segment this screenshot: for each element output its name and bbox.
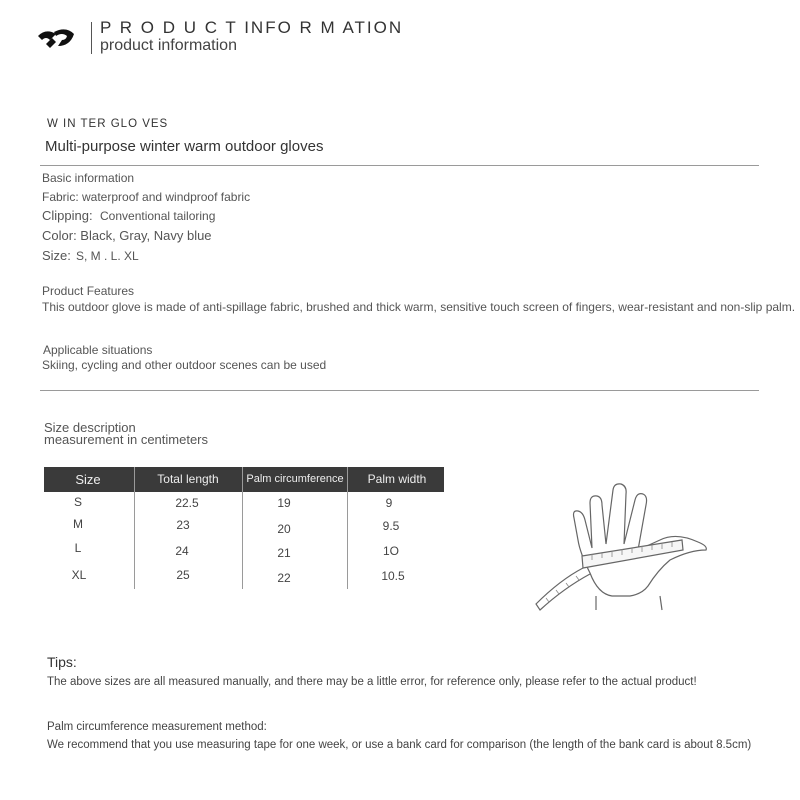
cell-circ-xl: 22 — [277, 571, 291, 585]
situations-text: Skiing, cycling and other outdoor scenes can be used — [42, 358, 327, 372]
cell-circ-s: 19 — [277, 496, 291, 510]
divider-middle — [40, 390, 759, 391]
header-title: P R O D U C T INFO R M ATION — [100, 18, 404, 37]
color-text: Color: Black, Gray, Navy blue — [42, 228, 212, 243]
features-heading: Product Features — [42, 284, 135, 298]
cell-size-l: L — [74, 541, 82, 555]
cell-length-s: 22.5 — [175, 496, 199, 510]
cell-length-m: 23 — [176, 518, 190, 532]
cell-width-xl: 10.5 — [381, 569, 405, 583]
header-subtitle: product information — [100, 37, 237, 54]
method-text: We recommend that you use measuring tape for one week, or use a bank card for comparison (the length of the bank card is about 8.5cm) — [47, 739, 752, 751]
clipping-label: Clipping: — [42, 208, 93, 223]
size-desc-heading: Size description — [44, 420, 136, 435]
size-value: S, M . L. XL — [76, 249, 139, 263]
cell-circ-l: 21 — [277, 546, 291, 560]
header-divider — [91, 22, 92, 54]
size-label: Size: — [42, 248, 71, 263]
cell-width-l: 1O — [382, 544, 399, 558]
method-heading: Palm circumference measurement method: — [47, 721, 267, 733]
cell-circ-m: 20 — [277, 522, 291, 536]
basic-info-heading: Basic information — [42, 171, 135, 185]
situations-heading: Applicable situations — [43, 343, 153, 357]
brand-logo-icon — [36, 26, 76, 50]
cell-length-l: 24 — [175, 544, 189, 558]
clipping-value: Conventional tailoring — [100, 209, 216, 223]
divider-top — [40, 165, 759, 166]
product-name: Multi-purpose winter warm outdoor gloves — [45, 138, 324, 155]
th-palm-circumference: Palm circumference — [246, 473, 344, 485]
product-category: W IN TER GLO VES — [47, 118, 169, 130]
tips-text: The above sizes are all measured manually, and there may be a little error, for reference only, please refer to the actual product! — [47, 676, 697, 688]
th-total-length: Total length — [157, 472, 219, 486]
col-sep-3 — [347, 467, 348, 589]
size-desc-unit: measurement in centimeters — [44, 432, 209, 447]
features-text: This outdoor glove is made of anti-spillage fabric, brushed and thick warm, sensitive touch screen of fingers, wear-resistant and non-slip palm. — [42, 300, 796, 314]
tips-heading: Tips: — [47, 654, 77, 670]
col-sep-2 — [242, 467, 243, 589]
cell-size-m: M — [73, 517, 83, 531]
col-sep-1 — [134, 467, 135, 589]
th-size: Size — [75, 472, 101, 487]
hand-measurement-illustration — [530, 478, 730, 618]
fabric-text: Fabric: waterproof and windproof fabric — [42, 190, 251, 204]
cell-width-m: 9.5 — [382, 519, 400, 533]
cell-size-s: S — [73, 495, 82, 509]
th-palm-width: Palm width — [367, 472, 427, 486]
cell-length-xl: 25 — [176, 568, 190, 582]
cell-size-xl: XL — [71, 568, 87, 582]
cell-width-s: 9 — [385, 496, 393, 510]
